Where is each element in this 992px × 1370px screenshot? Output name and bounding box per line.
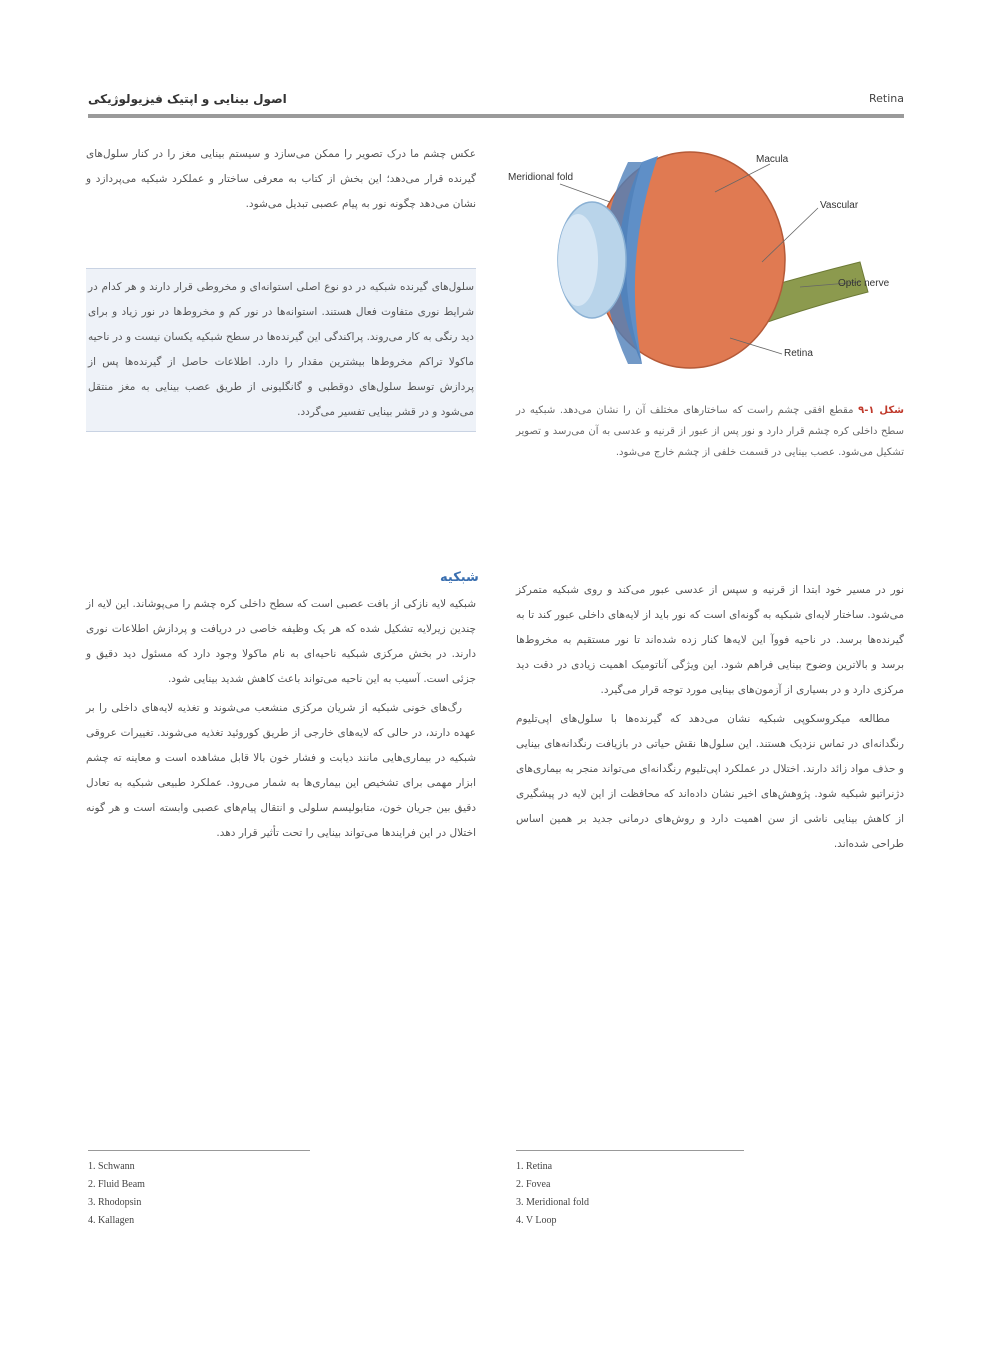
- footnote: 3. Rhodopsin: [88, 1197, 142, 1208]
- paragraph: مطالعه میکروسکوپی شبکیه نشان می‌دهد که گیرنده‌ها با سلول‌های اپی‌تلیوم رنگدانه‌ای در تماس نزدیک هستند. این سلول‌ها نقش حیاتی در بازیافت رنگدانه‌های بینایی و حذف مواد زائد دارند. اختلال در عملکرد اپی‌تلیوم رنگدانه‌ای می‌تواند منجر به بیماری‌های دژنراتیو شبکیه شود. پژوهش‌های اخیر نشان داده‌اند که محافظت از این لایه در پیشگیری از کاهش بینایی ناشی از سن اهمیت دارد و روش‌های درمانی جدید بر همین اساس طراحی شده‌اند.: [516, 713, 904, 850]
- highlight-box: [86, 268, 476, 432]
- figure-label: Retina: [784, 348, 813, 359]
- figure-label: Vascular: [820, 200, 859, 211]
- footnote: 4. Kallagen: [88, 1215, 135, 1226]
- header-rule: [88, 114, 904, 118]
- figure-label: Meridional fold: [508, 172, 574, 183]
- footnote: 1. Schwann: [88, 1161, 135, 1172]
- paragraph: شبکیه لایه نازکی از بافت عصبی است که سطح داخلی کره چشم را می‌پوشاند. این لایه از چندین زیرلایه تشکیل شده که هر یک وظیفه خاصی در دریافت و پردازش اطلاعات نوری دارند. در بخش مرکزی شبکیه ناحیه‌ای به نام ماکولا وجود دارد که مسئول دید دقیق و جزئی است. آسیب به این ناحیه می‌تواند باعث کاهش شدید بینایی شود.: [86, 598, 476, 685]
- eye-figure: [500, 142, 910, 382]
- figure-caption: [516, 400, 904, 463]
- page-header: [88, 88, 904, 114]
- footnotes-right: [516, 1158, 589, 1230]
- footnote: 1. Retina: [516, 1161, 553, 1172]
- paragraph: عکس چشم ما درک تصویر را ممکن می‌سازد و سیستم بینایی مغز را در کنار سلول‌های گیرنده قرار می‌دهد؛ این بخش از کتاب به معرفی ساختار و عملکرد شبکیه می‌پردازد و نشان می‌دهد چگونه نور به پیام عصبی تبدیل می‌شود.: [86, 148, 476, 210]
- paragraph: رگ‌های خونی شبکیه از شریان مرکزی منشعب می‌شوند و تغذیه لایه‌های داخلی را بر عهده دارند، در حالی که لایه‌های خارجی از طریق کوروئید تغذیه می‌شوند. تغییرات عروقی شبکیه در بیماری‌هایی مانند دیابت و فشار خون بالا قابل مشاهده است و معاینه ته چشم ابزار مهمی برای تشخیص این بیماری‌ها به شمار می‌رود. عملکرد طبیعی شبکیه به تعادل دقیق بین جریان خون، متابولیسم سلولی و انتقال پیام‌های عصبی وابسته است و هر گونه اختلال در این فرایندها می‌تواند بینایی را تحت تأثیر قرار دهد.: [86, 702, 476, 839]
- footnotes-left: [88, 1158, 145, 1230]
- caption-text: مقطع افقی چشم راست که ساختارهای مختلف آن را نشان می‌دهد. شبکیه در سطح داخلی کره چشم قرار دارد و نور پس از عبور از قرنیه و عدسی به آن می‌رسد و تصویر تشکیل می‌شود. عصب بینایی در قسمت خلفی از چشم خارج می‌شود.: [516, 405, 904, 458]
- figure-label: Optic nerve: [838, 278, 890, 289]
- footnote-rule-left: [88, 1150, 310, 1151]
- footnote: 2. Fluid Beam: [88, 1179, 145, 1190]
- footnote: 2. Fovea: [516, 1179, 551, 1190]
- figure-label: Macula: [756, 154, 789, 165]
- paragraph: نور در مسیر خود ابتدا از قرنیه و سپس از عدسی عبور می‌کند و روی شبکیه متمرکز می‌شود. ساختار لایه‌ای شبکیه به گونه‌ای است که نور باید از لایه‌های داخلی عبور کند تا به گیرنده‌ها برسد. در ناحیه فووآ این لایه‌ها کنار زده شده‌اند تا نور مستقیم به مخروط‌ها برسد و بالاترین وضوح بینایی فراهم شود. این ویژگی آناتومیک اهمیت زیادی در دقت دید مرکزی دارد و در بسیاری از آزمون‌های بینایی مورد توجه قرار می‌گیرد.: [516, 584, 904, 696]
- book-title: اصول بینایی و اپتیک فیزیولوژیکی: [88, 92, 287, 106]
- caption-tag: شکل ۱-۹: [858, 405, 905, 416]
- right-column-body: [516, 578, 904, 857]
- footnote: 3. Meridional fold: [516, 1197, 590, 1208]
- footnote-rule-right: [516, 1150, 744, 1151]
- page-label: Retina: [869, 92, 904, 105]
- section-heading: شبکیه: [440, 570, 479, 585]
- left-column-top: [86, 142, 476, 217]
- paragraph: سلول‌های گیرنده شبکیه در دو نوع اصلی استوانه‌ای و مخروطی قرار دارند و هر کدام در شرایط نوری متفاوت فعال هستند. استوانه‌ها در نور کم و مخروط‌ها در نور زیاد و برای دید رنگی به کار می‌روند. پراکندگی این گیرنده‌ها در سطح شبکیه یکسان نیست و در ناحیه ماکولا تراکم مخروط‌ها بیشترین مقدار را دارد. اطلاعات حاصل از گیرنده‌ها پس از پردازش توسط سلول‌های دوقطبی و گانگلیونی از طریق عصب بینایی به مغز منتقل می‌شود و در قشر بینایی تفسیر می‌گردد.: [88, 281, 474, 418]
- footnote: 4. V Loop: [516, 1215, 557, 1226]
- left-column-body: [86, 592, 476, 846]
